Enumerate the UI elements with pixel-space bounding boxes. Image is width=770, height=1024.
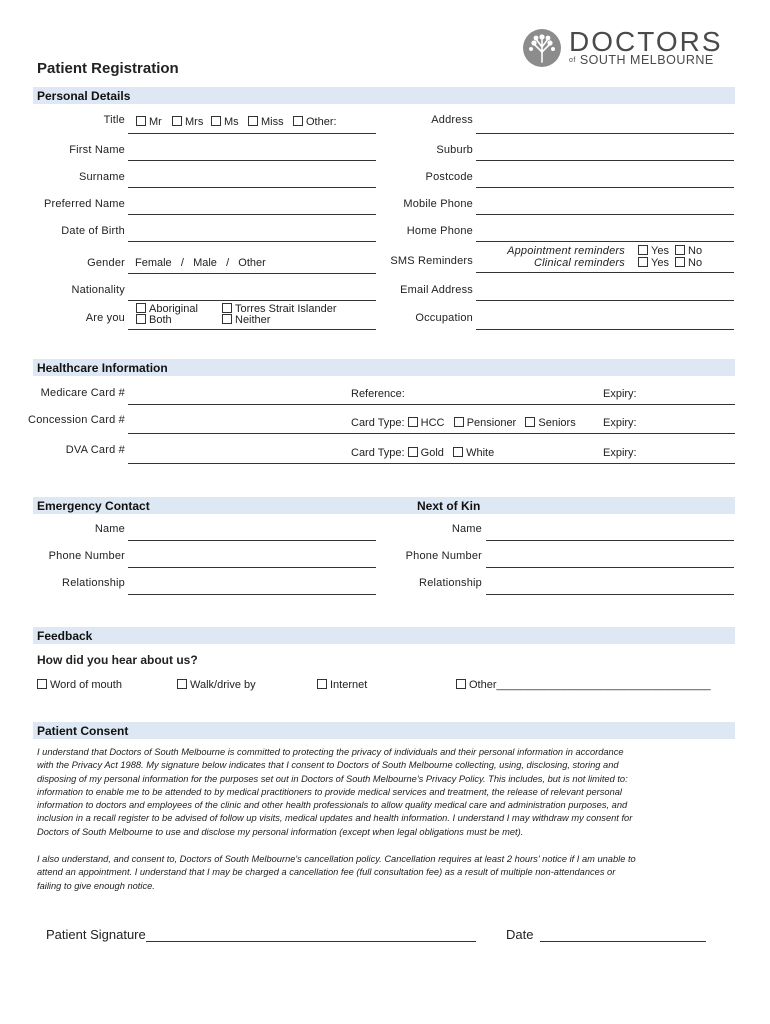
are-you-label: Are you — [85, 312, 125, 324]
checkbox-icon — [525, 417, 535, 427]
checkbox-icon — [456, 679, 466, 689]
gender-label: Gender — [87, 257, 125, 269]
card-type-label: Card Type: — [351, 447, 405, 459]
consent-line: failing to give enough notice. — [37, 880, 155, 891]
consent-paragraph-1 — [37, 746, 737, 839]
kin-heading: Next of Kin — [417, 499, 481, 513]
suburb-field[interactable] — [476, 144, 734, 161]
brand-sub-name: SOUTH MELBOURNE — [579, 53, 714, 67]
option-hcc[interactable] — [408, 417, 445, 429]
consent-line: Doctors of South Melbourne to use and disclose my personal information (except when legal obligations must be met). — [37, 826, 524, 837]
checkbox-icon — [37, 679, 47, 689]
consent-line: information to doctors and employees of the clinic and other health professionals to allow quality medical care and administration purposes, and — [37, 800, 628, 811]
gender-options[interactable]: Female / Male / Other — [135, 257, 266, 269]
sms-field — [476, 256, 734, 273]
consent-heading: Patient Consent — [37, 724, 129, 738]
checkbox-icon — [675, 245, 685, 255]
nationality-field[interactable] — [128, 284, 376, 301]
checkbox-icon — [222, 303, 232, 313]
checkbox-icon — [136, 303, 146, 313]
checkbox-icon — [453, 447, 463, 457]
option-pensioner[interactable] — [454, 417, 517, 429]
option-label: Torres Strait Islander — [235, 303, 337, 315]
consent-paragraph-2 — [37, 853, 737, 893]
emergency-name-label: Name — [94, 523, 125, 535]
emergency-heading: Emergency Contact — [37, 499, 150, 513]
feedback-band — [33, 627, 735, 644]
dva-label: DVA Card # — [65, 444, 125, 456]
option-label: Neither — [235, 314, 271, 326]
option-label: Aboriginal — [149, 303, 198, 315]
emergency-phone-field[interactable] — [128, 551, 376, 568]
kin-phone-label: Phone Number — [405, 550, 482, 562]
first-name-label: First Name — [69, 144, 125, 156]
email-field[interactable] — [476, 284, 734, 301]
preferred-name-label: Preferred Name — [43, 198, 125, 210]
option-label: White — [466, 447, 495, 459]
dva-card-type — [351, 447, 494, 459]
mobile-field[interactable] — [476, 198, 734, 215]
yes-label: Yes — [651, 257, 669, 269]
sms-reminders-label: SMS Reminders — [390, 255, 473, 267]
tree-icon — [522, 28, 562, 68]
title-option-label: Ms — [224, 116, 239, 128]
appointment-reminders-label: Appointment reminders — [507, 245, 625, 257]
option-seniors[interactable] — [525, 417, 575, 429]
option-label: HCC — [420, 417, 445, 429]
clinic-logo — [522, 28, 734, 70]
checkbox-icon — [177, 679, 187, 689]
are-you-field — [128, 313, 376, 330]
feedback-question: How did you hear about us? — [37, 653, 198, 667]
gender-field — [128, 257, 376, 274]
personal-details-heading: Personal Details — [37, 89, 131, 103]
date-label: Date — [506, 927, 534, 942]
first-name-field[interactable] — [128, 144, 376, 161]
card-type-label: Card Type: — [351, 417, 405, 429]
title-option-label: Mrs — [185, 116, 204, 128]
dob-label: Date of Birth — [61, 225, 125, 237]
consent-line: I understand that Doctors of South Melbourne is committed to protecting the privacy of individuals and their personal information in accordance — [37, 747, 624, 757]
emergency-relationship-field[interactable] — [128, 578, 376, 595]
dob-field[interactable] — [128, 225, 376, 242]
kin-name-field[interactable] — [486, 524, 734, 541]
checkbox-icon — [408, 417, 418, 427]
consent-line: attend an appointment. I understand that I may be charged a cancellation fee (full consultation fee) as a result of multiple non-attendances or — [37, 867, 616, 878]
emergency-name-field[interactable] — [128, 524, 376, 541]
healthcare-heading: Healthcare Information — [37, 361, 168, 375]
consent-line: with the Privacy Act 1988. My signature below indicates that I consent to Doctors of South Melbourne collecting, using, disclosing, storing and — [37, 760, 619, 771]
no-label: No — [688, 245, 703, 257]
preferred-name-field[interactable] — [128, 198, 376, 215]
medicare-field[interactable] — [128, 388, 735, 405]
emergency-phone-label: Phone Number — [48, 550, 125, 562]
feedback-internet[interactable] — [317, 679, 367, 691]
consent-line: information to enable me to be attended to by medical practitioners to provide medical services and treatment, the release of relevant personal — [37, 786, 622, 797]
kin-name-label: Name — [451, 523, 482, 535]
clinical-reminders-label: Clinical reminders — [533, 257, 625, 269]
option-label: Both — [149, 314, 172, 326]
kin-relationship-label: Relationship — [419, 577, 482, 589]
consent-band — [33, 722, 735, 739]
title-field[interactable] — [128, 117, 376, 134]
option-label: Pensioner — [466, 417, 517, 429]
option-label: Seniors — [538, 417, 576, 429]
checkbox-icon — [408, 447, 418, 457]
title-option-label: Other: — [306, 116, 337, 128]
medicare-label: Medicare Card # — [40, 387, 125, 399]
feedback-walk-drive[interactable] — [177, 679, 256, 691]
emergency-relationship-label: Relationship — [62, 577, 125, 589]
home-phone-field[interactable] — [476, 225, 734, 242]
feedback-heading: Feedback — [37, 629, 93, 643]
address-field[interactable] — [476, 117, 734, 134]
suburb-label: Suburb — [436, 144, 473, 156]
title-option-label: Mr — [149, 116, 162, 128]
postcode-field[interactable] — [476, 171, 734, 188]
postcode-label: Postcode — [425, 171, 473, 183]
concession-expiry-label: Expiry: — [603, 417, 637, 429]
option-label: Walk/drive by — [190, 679, 256, 691]
brand-sub — [569, 53, 714, 67]
concession-label: Concession Card # — [28, 414, 125, 426]
option-label: Internet — [330, 679, 368, 691]
consent-line: inclusion in a recall register to be advised of follow up visits, medical updates and health information. I understand I may withdraw my consent for — [37, 813, 633, 824]
medicare-expiry-label: Expiry: — [603, 388, 637, 400]
nationality-label: Nationality — [71, 284, 125, 296]
title-label: Title — [103, 114, 125, 126]
mobile-label: Mobile Phone — [403, 198, 473, 210]
reference-label: Reference: — [351, 388, 405, 400]
consent-line: disposing of my personal information for the purposes set out in Doctors of South Melbourne's Privacy Policy. This includes, but is not limited to: — [37, 773, 628, 784]
kin-phone-field[interactable] — [486, 551, 734, 568]
surname-label: Surname — [78, 171, 125, 183]
option-white[interactable] — [453, 447, 494, 459]
concession-card-type — [351, 417, 576, 429]
dva-expiry-label: Expiry: — [603, 447, 637, 459]
personal-details-band — [33, 87, 735, 104]
no-label: No — [688, 257, 703, 269]
option-label: Other___________________________________ — [469, 679, 711, 691]
feedback-word-of-mouth[interactable] — [37, 679, 122, 691]
kin-relationship-field[interactable] — [486, 578, 734, 595]
date-field[interactable] — [540, 925, 706, 942]
consent-line: I also understand, and consent to, Doctors of South Melbourne's cancellation policy. Cancellation requires at least 2 hours' notice if I am unable to — [37, 854, 636, 864]
option-gold[interactable] — [408, 447, 444, 459]
checkbox-icon — [317, 679, 327, 689]
occupation-field[interactable] — [476, 313, 734, 330]
yes-label: Yes — [651, 245, 669, 257]
signature-field[interactable] — [146, 925, 476, 942]
page-title: Patient Registration — [37, 60, 179, 77]
address-label: Address — [431, 114, 473, 126]
occupation-label: Occupation — [415, 312, 473, 324]
option-label: Word of mouth — [50, 679, 122, 691]
checkbox-icon — [454, 417, 464, 427]
surname-field[interactable] — [128, 171, 376, 188]
brand-name: DOCTORS — [569, 26, 723, 57]
title-option-label: Miss — [261, 116, 284, 128]
email-label: Email Address — [400, 284, 473, 296]
signature-label: Patient Signature — [46, 927, 146, 942]
option-label: Gold — [420, 447, 444, 459]
home-phone-label: Home Phone — [406, 225, 473, 237]
checkbox-icon — [638, 245, 648, 255]
feedback-other[interactable] — [456, 679, 711, 691]
brand-sub-prefix: of — [569, 57, 576, 64]
